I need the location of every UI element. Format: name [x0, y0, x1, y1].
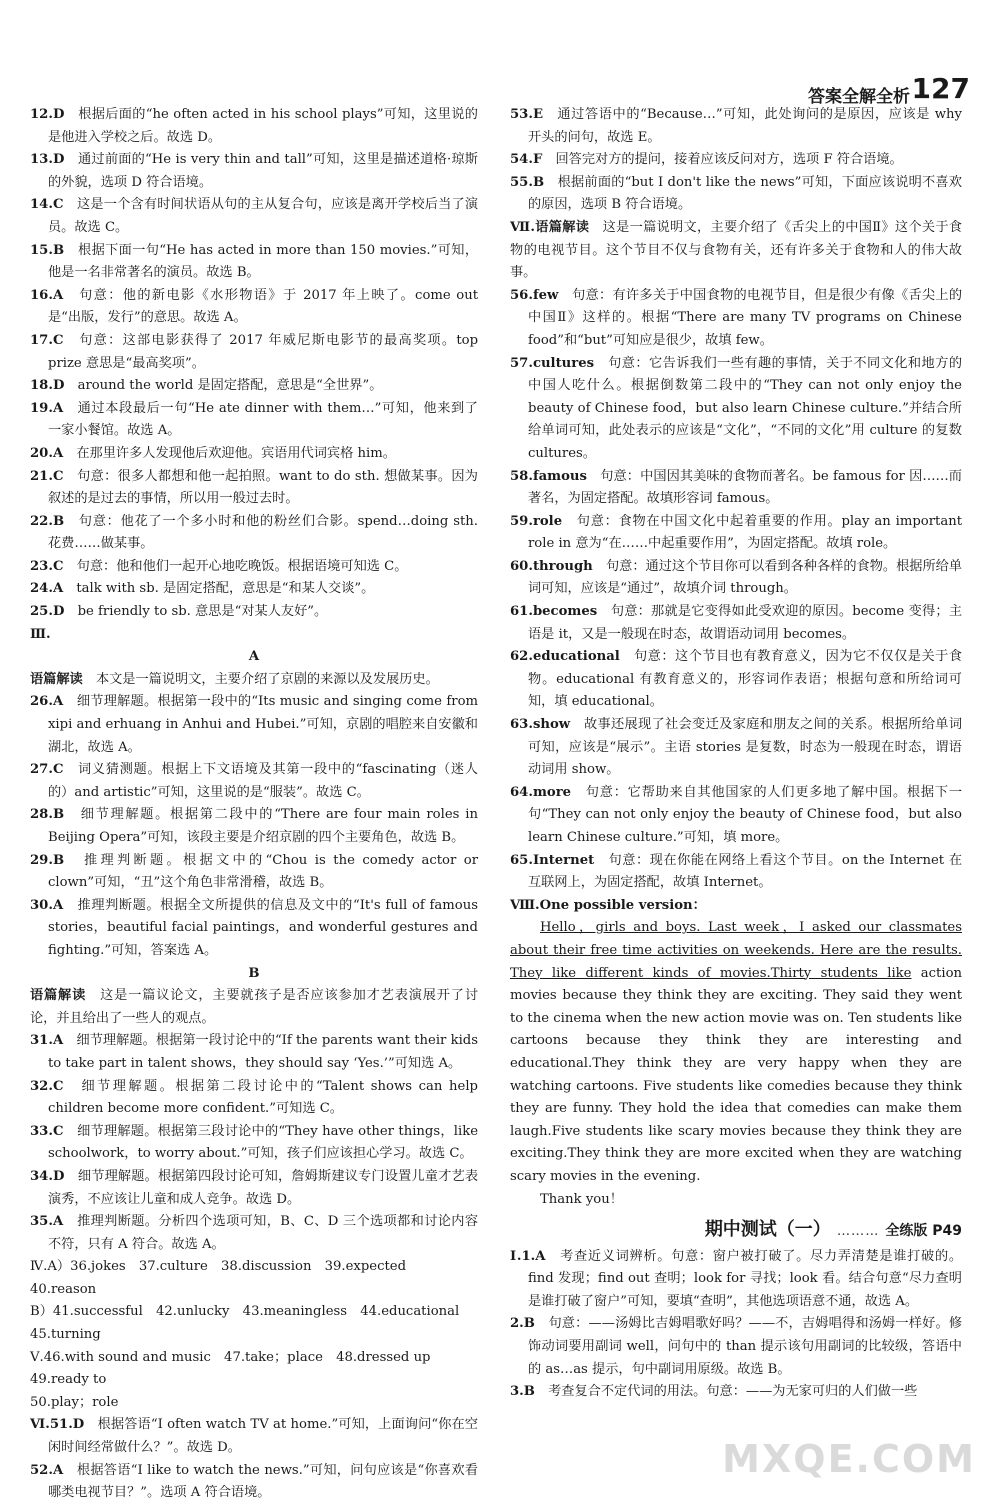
answer-list-26-30	[30, 691, 478, 962]
midterm-heading	[510, 1219, 962, 1244]
answer-number: 34.D	[30, 1168, 65, 1184]
answer-explanation: 句意：那就是它变得如此受欢迎的原因。become 变得；主语是 it，又是一般现在时态，故谓语动词用 becomes。	[528, 604, 963, 642]
answer-explanation: 句意：中国因其美味的食物而著名。be famous for 因……而著名，为固定搭配。故填形容词 famous。	[528, 468, 962, 507]
answer-explanation: 推理判断题。分析四个选项可知，B、C、D 三个选项都和讨论内容不符，只有 A 符合。故选 A。	[48, 1214, 479, 1252]
answer-explanation: 故事还展现了社会变迁及家庭和朋友之间的关系。根据所给单词可知，应该是“展示”。主语 stories 是复数，时态为一般现在时态，谓语动词用 show。	[528, 717, 963, 778]
answer-item	[510, 601, 962, 646]
answer-item	[30, 1030, 478, 1075]
answer-number: 35.A	[30, 1214, 64, 1230]
answer-number: 12.D	[30, 107, 65, 122]
answer-item	[510, 782, 962, 850]
answer-number: 13.D	[30, 152, 65, 168]
answer-number: Ⅵ.51.D	[30, 1417, 85, 1433]
answer-explanation: 考查近义词辨析。句意：窗户被打破了。尽力弄清楚是谁打破的。find 发现；find out 查明；look for 寻找；look 看。结合句意“尽力查明是谁打破了窗户”可知，要填“查明”，其他选项语意不通，故选 A。	[528, 1248, 963, 1309]
midterm-version: 全练版 P49	[885, 1223, 962, 1240]
answer-explanation: 细节理解题。根据第二段讨论中的“Talent shows can help children become more confident.”可知选 C。	[48, 1078, 478, 1117]
section-a-heading: A	[248, 649, 260, 665]
answer-number: 63.show	[510, 717, 571, 733]
answer-item	[30, 1414, 478, 1459]
answer-item	[510, 1381, 962, 1404]
answer-explanation: 这是一个含有时间状语从句的主从复合句，应该是离开学校后当了演员。故选 C。	[48, 197, 479, 235]
answer-item	[510, 149, 962, 172]
answer-explanation: 词义猜测题。根据上下文语境及其第一段中的“fascinating（迷人的）and artistic”可知，这里说的是“服装”。故选 C。	[48, 762, 478, 800]
answer-item	[510, 511, 962, 556]
answer-number: 20.A	[30, 445, 64, 461]
answer-explanation: 句意：通过这个节目你可以看到各种各样的食物。根据所给单词可知，应该是“通过”，故填介词 through。	[528, 558, 963, 597]
answer-explanation: be friendly to sb. 意思是“对某人友好”。	[77, 604, 328, 620]
answer-explanation: 根据前面的“but I don't like the news”可知，下面应该说明不喜欢的原因，选项 B 符合语境。	[528, 174, 962, 213]
answer-explanation: 通过答语中的“Because…”可知，此处询问的是原因，应该是 why 开头的问句，故选 E。	[528, 107, 963, 145]
answer-item	[30, 850, 478, 895]
answer-number: 59.role	[510, 513, 563, 529]
answer-item	[30, 466, 478, 511]
answer-item	[510, 556, 962, 601]
answer-explanation: 细节理解题。根据第一段中的“Its music and singing come from xipi and erhuang in Anhui and Hubei.”可知，京剧的唱腔来自安徽和湖北，故选 A。	[48, 694, 479, 755]
answer-item	[30, 578, 478, 601]
answer-explanation: 句意：现在你能在网络上看这个节目。on the Internet 在互联网上，为固定搭配，故填 Internet。	[528, 852, 963, 891]
page-header	[0, 0, 1000, 107]
answer-number: Ⅰ.1.A	[510, 1248, 546, 1264]
answer-number: 55.B	[510, 174, 545, 190]
answer-item	[510, 714, 962, 782]
answer-explanation: around the world 是固定搭配，意思是“全世界”。	[77, 378, 383, 394]
answer-number: 23.C	[30, 558, 64, 574]
writing-label: Ⅷ.One possible version：	[510, 897, 706, 913]
answer-number: 27.C	[30, 762, 64, 778]
section-b-heading: B	[248, 965, 260, 981]
answer-explanation: talk with sb. 是固定搭配，意思是“和某人交谈”。	[76, 581, 375, 597]
answer-item	[30, 398, 478, 443]
answer-item	[30, 149, 478, 194]
passage-b-intro	[30, 985, 478, 1030]
answer-explanation: 推理判断题。根据文中的“Chou is the comedy actor or clown”可知，“丑”这个角色非常滑稽，故选 B。	[48, 852, 478, 891]
answer-number: 58.famous	[510, 468, 587, 484]
answer-number: 21.C	[30, 468, 64, 484]
answer-number: 3.B	[510, 1384, 535, 1400]
essay-paragraph	[510, 917, 962, 1188]
answer-item	[510, 850, 962, 895]
right-column	[510, 104, 962, 1404]
answer-item	[30, 895, 478, 963]
answer-item	[30, 804, 478, 849]
answer-number: 16.A	[30, 287, 64, 303]
answer-list-51-52	[30, 1414, 478, 1504]
answer-item	[510, 285, 962, 353]
essay-text: action movies because they think they are exciting. They said they went to the cinema when the new action movie was on. Ten students like cartoons because they think they are interesting and educational.They think they are very happy when they are watching cartoons. Five students like comedies because they think they are funny. They hold the idea that comedies can make them laugh.Five students like scary movies because they think they are exciting.They think they are more excited when they are watching scary movies in the evening.	[510, 965, 962, 1184]
answer-explanation: 句意：很多人都想和他一起拍照。want to do sth. 想做某事。因为叙述的是过去的事情，所以用一般过去时。	[48, 468, 478, 507]
answer-item	[510, 172, 962, 217]
answer-explanation: 句意：食物在中国文化中起着重要的作用。play an important role in 意为“在……中起重要作用”，为固定搭配。故填 role。	[528, 513, 963, 552]
answer-item	[30, 1076, 478, 1121]
answer-item	[30, 759, 478, 804]
intro-text: 本文是一篇说明文，主要介绍了京剧的来源以及发展历史。	[95, 671, 439, 687]
answer-item	[30, 194, 478, 239]
answer-number: 2.B	[510, 1316, 535, 1332]
answer-item	[30, 556, 478, 579]
answer-number: 65.Internet	[510, 852, 595, 868]
answer-explanation: 句意：有许多关于中国食物的电视节目，但是很少有像《舌尖上的中国Ⅱ》这样的。根据“There are many TV programs on Chinese food”和“but”可知应是很少，故填 few。	[528, 287, 963, 348]
answer-explanation: 在那里许多人发现他后欢迎他。宾语用代词宾格 him。	[76, 445, 396, 461]
answer-explanation: 细节理解题。根据第一段讨论中的“If the parents want their kids to take part in talent shows，they should say ‘Yes.’”可知选 A。	[48, 1033, 479, 1071]
left-column	[30, 104, 478, 1505]
sample-essay	[510, 917, 962, 1211]
answer-explanation: 句意：它告诉我们一些有趣的事情，关于不同文化和地方的中国人吃什么。根据倒数第二段中的“They can not only enjoy the beauty of Chinese food，but also learn Chinese culture.”并结合所给单词可知，此处表示的应该是“文化”，“不同的文化”用 culture 的复数 cultures。	[528, 355, 963, 461]
answer-number: 54.F	[510, 152, 543, 168]
short-answer-line: Ⅴ.46.with sound and music 47.take；place 48.dressed up 49.ready to	[30, 1349, 444, 1388]
essay-closing: Thank you！	[540, 1191, 623, 1207]
answer-explanation: 回答完对方的提问，接着应该反问对方，选项 F 符合语境。	[555, 152, 903, 168]
answer-explanation: 根据答语“I like to watch the news.”可知，问句应该是“你喜欢看哪类电视节目？”。选项 A 符合语境。	[48, 1462, 478, 1501]
intro-label: 语篇解读	[30, 988, 87, 1004]
answer-number: 52.A	[30, 1462, 64, 1478]
answer-number: 53.E	[510, 107, 543, 122]
short-answer-line: 50.play；role	[30, 1394, 119, 1410]
header-title: 答案全解全析	[808, 87, 910, 107]
answer-item	[30, 104, 478, 149]
answer-item	[30, 443, 478, 466]
answer-explanation: 句意：这部电影获得了 2017 年威尼斯电影节的最高奖项。top prize 意思是“最高奖项”。	[48, 332, 479, 371]
answer-item	[30, 375, 478, 398]
answer-item	[30, 1121, 478, 1166]
page-number: 127	[911, 72, 970, 105]
midterm-answers	[510, 1246, 962, 1404]
intro-label: 语篇解读	[30, 671, 83, 687]
answer-explanation: 根据答语“I often watch TV at home.”可知，上面询问“你在空闲时间经常做什么？”。故选 D。	[48, 1417, 478, 1456]
answer-item	[510, 1246, 962, 1314]
answer-explanation: 句意：他花了一个多小时和他的粉丝们合影。spend…doing sth. 花费……做某事。	[48, 513, 478, 552]
short-answer-line: Ⅳ.A）36.jokes 37.culture 38.discussion 39.expected 40.reason	[30, 1259, 420, 1297]
answer-item	[510, 104, 962, 149]
answer-number: 33.C	[30, 1123, 64, 1139]
answer-explanation: 细节理解题。根据第四段讨论可知，詹姆斯建议专门设置儿童才艺表演秀，不应该让儿童和成人竞争。故选 D。	[48, 1168, 479, 1207]
answer-explanation: 细节理解题。根据第三段讨论中的“They have other things，like schoolwork，to worry about.”可知，孩子们应该担心学习。故选 C。	[48, 1123, 478, 1162]
intro-label: Ⅶ.语篇解读	[510, 219, 590, 235]
answer-item	[510, 353, 962, 466]
answer-number: 31.A	[30, 1033, 64, 1049]
answer-number: 64.more	[510, 784, 572, 800]
answer-item	[30, 1211, 478, 1256]
answer-explanation: 考查复合不定代词的用法。句意：——为无家可归的人们做一些	[548, 1384, 918, 1400]
short-answer-line: 45.turning	[30, 1327, 101, 1343]
answer-explanation: 句意：——汤姆比吉姆唱歌好吗？——不，吉姆唱得和汤姆一样好。修饰动词要用副词 well，问句中的 than 提示该句用副词的比较级，答语中的 as…as 提示，句中副词用原级。故选 B。	[528, 1316, 963, 1377]
answer-number: 60.through	[510, 558, 593, 574]
answer-item	[30, 240, 478, 285]
answer-number: 25.D	[30, 604, 65, 620]
answer-list-31-35	[30, 1030, 478, 1256]
answer-number: 26.A	[30, 694, 64, 710]
answer-explanation: 根据下面一句“He has acted in more than 150 movies.”可知，他是一名非常著名的演员。故选 B。	[48, 242, 479, 281]
answer-item	[30, 601, 478, 624]
answer-explanation: 推理判断题。根据全文所提供的信息及文中的“It's full of famous stories，beautiful facial paintings，and wonderful gestures and fighting.”可知，答案选 A。	[48, 897, 479, 958]
answer-item	[510, 646, 962, 714]
answer-number: 29.B	[30, 852, 65, 868]
answer-number: 32.C	[30, 1078, 64, 1094]
short-answer-line: B）41.successful 42.unlucky 43.meaningless 44.educational	[30, 1304, 460, 1320]
answer-number: 22.B	[30, 513, 65, 529]
answer-explanation: 根据后面的“he often acted in his school plays”可知，这里说的是他进入学校之后。故选 D。	[48, 107, 478, 145]
answer-explanation: 句意：它帮助来自其他国家的人们更多地了解中国。根据下一句“They can not only enjoy the beauty of Chinese food，but also learn Chinese culture.”可知，填 more。	[528, 784, 963, 845]
answer-explanation: 句意：他的新电影《水形物语》于 2017 年上映了。come out 是“出版，发行”的意思。故选 A。	[48, 287, 478, 326]
answer-item	[510, 1313, 962, 1381]
answer-number: 61.becomes	[510, 604, 598, 620]
passage-a-intro	[30, 669, 478, 692]
answer-number: 30.A	[30, 897, 64, 913]
watermark: MXQE.COM	[722, 1437, 976, 1481]
short-answers	[30, 1256, 478, 1414]
answer-number: 19.A	[30, 400, 64, 416]
answer-item	[510, 466, 962, 511]
section-3-label: Ⅲ.	[30, 626, 51, 642]
answer-explanation: 通过本段最后一句“He ate dinner with them…”可知，他来到了一家小餐馆。故选 A。	[48, 400, 478, 439]
answer-explanation: 通过前面的“He is very thin and tall”可知，这里是描述道格·琼斯的外貌，选项 D 符合语境。	[48, 152, 478, 190]
section-7-intro	[510, 217, 962, 285]
answer-item	[30, 1166, 478, 1211]
answer-item	[30, 691, 478, 759]
answer-number: 28.B	[30, 807, 65, 823]
answer-number: 18.D	[30, 378, 65, 394]
answer-list-53-55	[510, 104, 962, 217]
intro-text: 这是一篇议论文，主要就孩子是否应该参加才艺表演展开了讨论，并且给出了一些人的观点。	[30, 988, 479, 1026]
answer-item	[30, 330, 478, 375]
answer-number: 14.C	[30, 197, 64, 213]
answer-item	[30, 285, 478, 330]
answer-explanation: 句意：他和他们一起开心地吃晚饭。根据语境可知选 C。	[76, 558, 408, 574]
midterm-title: 期中测试（一）	[704, 1219, 831, 1241]
answer-list-56-65	[510, 285, 962, 895]
answer-item	[30, 511, 478, 556]
answer-list-12-25	[30, 104, 478, 624]
answer-number: 24.A	[30, 581, 64, 597]
answer-number: 62.educational	[510, 649, 620, 665]
answer-item	[30, 1460, 478, 1505]
leader-dots: ………	[836, 1224, 880, 1240]
essay-underlined-text: Hello，girls and boys. Last week，I asked our classmates about their free time activities on weekends. Here are the results. They like different kinds of movies.Thirty students like	[510, 920, 962, 981]
answer-number: 15.B	[30, 242, 65, 258]
answer-number: 17.C	[30, 332, 64, 348]
answer-number: 57.cultures	[510, 355, 595, 371]
answer-explanation: 句意：这个节目也有教育意义，因为它不仅仅是关于食物。educational 有教育意义的，形容词作表语；根据句意和所给词可知，填 educational。	[528, 649, 963, 710]
answer-explanation: 细节理解题。根据第二段中的“There are four main roles in Beijing Opera”可知，该段主要是介绍京剧的四个主要角色，故选 B。	[48, 807, 478, 845]
answer-number: 56.few	[510, 287, 559, 303]
intro-text: 这是一篇说明文，主要介绍了《舌尖上的中国Ⅱ》这个关于食物的电视节目。这个节目不仅与食物有关，还有许多关于食物和人的伟大故事。	[510, 219, 963, 281]
